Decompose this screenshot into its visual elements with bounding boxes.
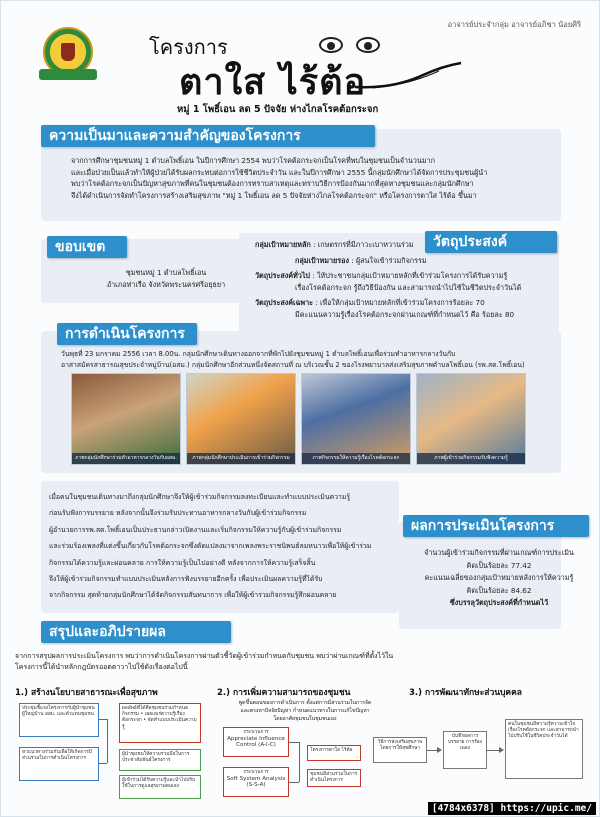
background-line: พบว่าโรคต้อกระจกเป็นปัญหาสุขภาพที่คนในชุมชนต้องการทราบสาเหตุและทราบวิธีการป้องกันมากที่สุดทางชุมชนและกลุ่มนักศึกษา — [71, 179, 474, 189]
connector-line — [289, 782, 299, 783]
diagram3-title: 3.) การพัฒนาทักษะส่วนบุคคล — [409, 688, 523, 698]
diagram1-box-approach: หาแนวทางร่วมกันเพื่อให้เกิดการมีส่วนร่วมในการดำเนินโครงการ — [19, 747, 99, 781]
detail-line: จากกิจกรรม สุดท้ายกลุ่มนักศึกษาได้จัดกิจกรรมสันทนาการ เพื่อให้ผู้เข้าร่วมกิจกรรมรู้สึกผ่อนคลาย — [49, 591, 337, 600]
swoosh-icon — [353, 61, 463, 91]
diagram1-box-results: ผลลัพธ์ที่ได้คือชุมชนร่วมกำหนดกิจกรรม • เผยแพร่ความรู้เรื่องต้อกระจก • จัดทำแบบประเมินความรู้ — [119, 703, 201, 743]
main-target: : เกษตรกรที่มีภาวะเบาหวานร่วม — [310, 240, 414, 249]
summary-heading: สรุปและอภิปรายผล — [41, 621, 231, 643]
detail-line: ก่อนรับฟังการบรรยาย หลังจากนั้นจึงร่วมรับประทานอาหารกลางวันกับผู้เข้าร่วมกิจกรรม — [49, 509, 307, 518]
evaluation-heading: ผลการประเมินโครงการ — [403, 515, 589, 537]
aic-label: Appreciate Influence Control (A-I-C) — [227, 736, 285, 749]
aic-sub-label: กระบวนการ — [243, 730, 269, 735]
diagram1-title: 1.) สร้างนโยบายสาธารณะเพื่อสุขภาพ — [15, 688, 158, 698]
diagram2-box-project: โครงการตาใส ไร้ต้อ — [307, 745, 361, 761]
scope-text — [91, 267, 241, 290]
advisor-text: อาจารย์ประจำกลุ่ม อาจารย์อภิชา น้อยศิริ — [447, 20, 581, 29]
photo-caption: ภาพกลุ่มนักศึกษาประเมินการเข้าร่วมกิจกรรม — [187, 453, 295, 464]
specific-objective: : เพื่อให้กลุ่มเป้าหมายหลักที่เข้าร่วมโครงการร้อยละ 70 — [313, 298, 485, 308]
watermark: [4784x6378] https://upic.me/ — [428, 802, 596, 815]
background-line: และเมื่อป่วยเป็นแล้วทำให้ผู้ป่วยได้รับผลกระทบต่อการใช้ชีวิตประจำวัน และในปีการศึกษา 2555 นี้กลุ่มนักศึกษาได้จัดการประชุมชนผู้นำ — [71, 167, 488, 177]
operation-heading: การดำเนินโครงการ — [57, 323, 197, 345]
photo-caption: ภาพกิจกรรมให้ความรู้เรื่องโรคต้อกระจก — [302, 453, 410, 464]
operation-text — [61, 349, 561, 371]
detail-line: จึงให้ผู้เข้าร่วมกิจกรรมทำแบบประเมินหลังการฟังบรรยายอีกครั้ง เพื่อประเมินผลความรู้ที่ได้รับ — [49, 575, 323, 584]
eye-icon-left — [319, 37, 343, 53]
eval-conclusion: ซึ่งบรรลุวัตถุประสงค์ที่กำหนดไว้ — [449, 598, 549, 607]
diagram3-box-record: บันทึกผลการบรรยาย การร้องเพลง — [443, 731, 487, 769]
photo-caption: ภาพกลุ่มนักศึกษาร่วมทำอาหารกลางวันกับอสม. — [72, 453, 180, 464]
objectives-text — [255, 239, 555, 321]
diagram2-line: พูดขึ้นตอนของการดำเนินการ ตั้งแต่การมีส่วนร่วมในการจัด — [238, 700, 372, 706]
diagram2-box-ssa — [223, 767, 289, 797]
eval-score-value: คิดเป็นร้อยละ 84.62 — [466, 585, 532, 595]
operation-line: อาสาสมัครสาธารณสุขประจำหมู่บ้าน(อสม.) กลุ่มนักศึกษาอีกส่วนหนึ่งจัดสถานที่ ณ บริเวณชั้น 2 ของโรงพยาบาลส่งเสริมสุขภาพตำบลโพธิ์เอน (รพ.สต.โพธิ์เอน) — [61, 361, 525, 369]
eval-passed-label: จำนวนผู้เข้าร่วมกิจกรรมที่ผ่านเกณฑ์การประเมิน — [424, 548, 574, 557]
summary-text — [15, 651, 591, 673]
specific-objective-cont: มีคะแนนความรู้เรื่องโรคต้อกระจกผ่านเกณฑ์ที่กำหนดไว้ คือ ร้อยละ 80 — [295, 309, 515, 319]
general-objective: : ให้ประชาชนกลุ่มเป้าหมายหลักที่เข้าร่วมโครงการได้รับความรู้ — [310, 271, 508, 281]
background-text — [71, 155, 551, 201]
photo-registration — [186, 373, 296, 465]
specific-objective-label: วัตถุประสงค์เฉพาะ — [255, 298, 314, 308]
project-label: โครงการ — [149, 35, 228, 59]
scope-line: อำเภอท่าเรือ จังหวัดพระนครศรีอยุธยา — [106, 279, 226, 289]
diagram2-line: โดยอาศัยชุมชนในชุมชนเอง — [273, 716, 337, 722]
diagram1-box-leaders: ผู้นำชุมชนให้ความร่วมมือในการประชาสัมพันธ์โครงการ — [119, 749, 201, 771]
background-line: จึงได้ดำเนินการจัดทำโครงการสร้างเสริมสุขภาพ "หมู่ 1 โพธิ์เอน ลด 5 ปัจจัยห่างไกลโรคต้อกระจก" หรือโครงการตาใส ไร้ต้อ ขึ้นมา — [71, 190, 477, 200]
operation-detail-text — [49, 489, 395, 604]
detail-line: ผู้อำนวยการรพ.สต.โพธิ์เอนเป็นประธานกล่าวเปิดงานและเริ่มกิจกรรมให้ความรู้กับผู้เข้าร่วมกิจกรรม — [49, 525, 342, 534]
detail-line: เมื่อคนในชุมชนเดินทางมาถึงกลุ่มนักศึกษาจึงให้ผู้เข้าร่วมกิจกรรมลงทะเบียนและทำแบบประเมินความรู้ — [49, 493, 351, 501]
connector-line — [289, 742, 299, 743]
photo-caption: ภาพผู้เข้าร่วมกิจกรรมรับฟังความรู้ — [417, 453, 525, 464]
diagram3-box-outcome: คนในชุมชนมีความรู้ความเข้าใจเรื่องโรคต้อกระจก และสามารถนำไปปรับใช้ในชีวิตประจำวันได้ — [505, 719, 583, 779]
logo-banner — [39, 69, 97, 80]
diagram2-line: และตรงหาปัจจัยปัญหา กำหนดแนวทางในการแก้ไขปัญหา — [240, 708, 370, 714]
connector-line — [107, 719, 108, 763]
eval-score-label: คะแนนเฉลี่ยของกลุ่มเป้าหมายหลังการให้ความรู้ — [424, 573, 574, 582]
diagram1-box-meeting: ประชุมชี้แจงโครงการกับผู้นำชุมชน ผู้ใหญ่บ้าน อสม. และตัวแทนชุมชน — [19, 703, 99, 737]
photo-lecture — [301, 373, 411, 465]
arrow-icon — [499, 747, 504, 753]
detail-line: กิจกรรมได้ความรู้และผ่อนคลาย การให้ความรู้เป็นไปอย่างดี หลังจากการให้ความรู้เสร็จสิ้น — [49, 558, 316, 567]
photo-audience — [416, 373, 526, 465]
background-line: จากการศึกษาชุมชนหมู่ 1 ตำบลโพธิ์เอน ในปีการศึกษา 2554 พบว่าโรคต้อกระจกเป็นโรคที่พบในชุมชนเป็นจำนวนมาก — [71, 156, 435, 165]
detail-line: และร่วมร้องเพลงที่แต่งขึ้นเกี่ยวกับโรคต้อกระจกซึ่งดัดแปลงมาจากเพลงพระราชนิพนธ์ลมหนาวเพื่อให้ผู้เข้าร่วม — [49, 542, 372, 551]
secondary-target-label: กลุ่มเป้าหมายรอง — [295, 255, 349, 265]
main-target-label: กลุ่มเป้าหมายหลัก — [255, 240, 311, 249]
diagram2-text — [215, 699, 395, 723]
general-objective-label: วัตถุประสงค์ทั่วไป — [255, 271, 310, 281]
diagram1-box-outcome: ผู้เข้าร่วมได้รับความรู้และนำไปปรับใช้ในการดูแลสุขภาพตนเอง — [119, 775, 201, 799]
objectives-heading: วัตถุประสงค์ — [425, 231, 557, 253]
summary-line: จากการสรุปผลการประเมินโครงการ พบว่าการดำเนินโครงการผ่านตัวชี้วัดผู้เข้าร่วมกำหนดกับชุมชน พบว่าผ่านเกณฑ์ที่ตั้งไว้ใน — [15, 652, 394, 660]
scope-heading: ขอบเขต — [47, 236, 127, 258]
evaluation-text — [401, 547, 597, 610]
scope-line: ชุมชนหมู่ 1 ตำบลโพธิ์เอน — [125, 268, 207, 277]
ssa-label: Soft System Analysis (S-S-A) — [226, 776, 286, 789]
diagram3-box-education: วิธีการส่งเสริมสุขภาพโดยการให้สุขศึกษา — [373, 737, 427, 763]
ssa-sub-label: กระบวนการ — [243, 770, 269, 775]
background-heading: ความเป็นมาและความสำคัญของโครงการ — [41, 125, 375, 147]
project-title: ตาใส ไร้ต้อ — [179, 61, 367, 103]
connector-line — [99, 763, 107, 764]
eye-icon-right — [356, 37, 380, 53]
general-objective-cont: เรื่องโรคต้อกระจก รู้ถึงวิธีป้องกัน และสามารถนำไปใช้ในชีวิตประจำวันได้ — [295, 282, 522, 292]
diagram2-box-aic — [223, 727, 289, 757]
diagram2-title: 2.) การเพิ่มความสามารถของชุมชน — [217, 688, 351, 698]
connector-line — [299, 742, 300, 782]
diagram2-box-participation: ชุมชนมีส่วนร่วมในการดำเนินโครงการ — [307, 769, 361, 787]
operation-line: วันพุธที่ 23 มกราคม 2556 เวลา 8.00น. กลุ่มนักศึกษาเดินทางออกจากที่พักไปยังชุมชนหมู่ 1 ตำบลโพธิ์เอนเพื่อร่วมทำอาหารกลางวันกับ — [61, 350, 456, 358]
photo-cooking — [71, 373, 181, 465]
secondary-target: : ผู้สนใจเข้าร่วมกิจกรรม — [348, 255, 427, 265]
project-subtitle: หมู่ 1 โพธิ์เอน ลด 5 ปัจจัย ห่างไกลโรคต้อกระจก — [177, 104, 379, 115]
connector-line — [99, 719, 107, 720]
eval-passed-value: คิดเป็นร้อยละ 77.42 — [466, 560, 532, 570]
summary-line: โครงการนี้ได้นำหลักกฎบัตรออตตาวาไปใช้ดังเรื่องต่อไปนี้ — [15, 663, 188, 671]
arrow-icon — [437, 747, 442, 753]
